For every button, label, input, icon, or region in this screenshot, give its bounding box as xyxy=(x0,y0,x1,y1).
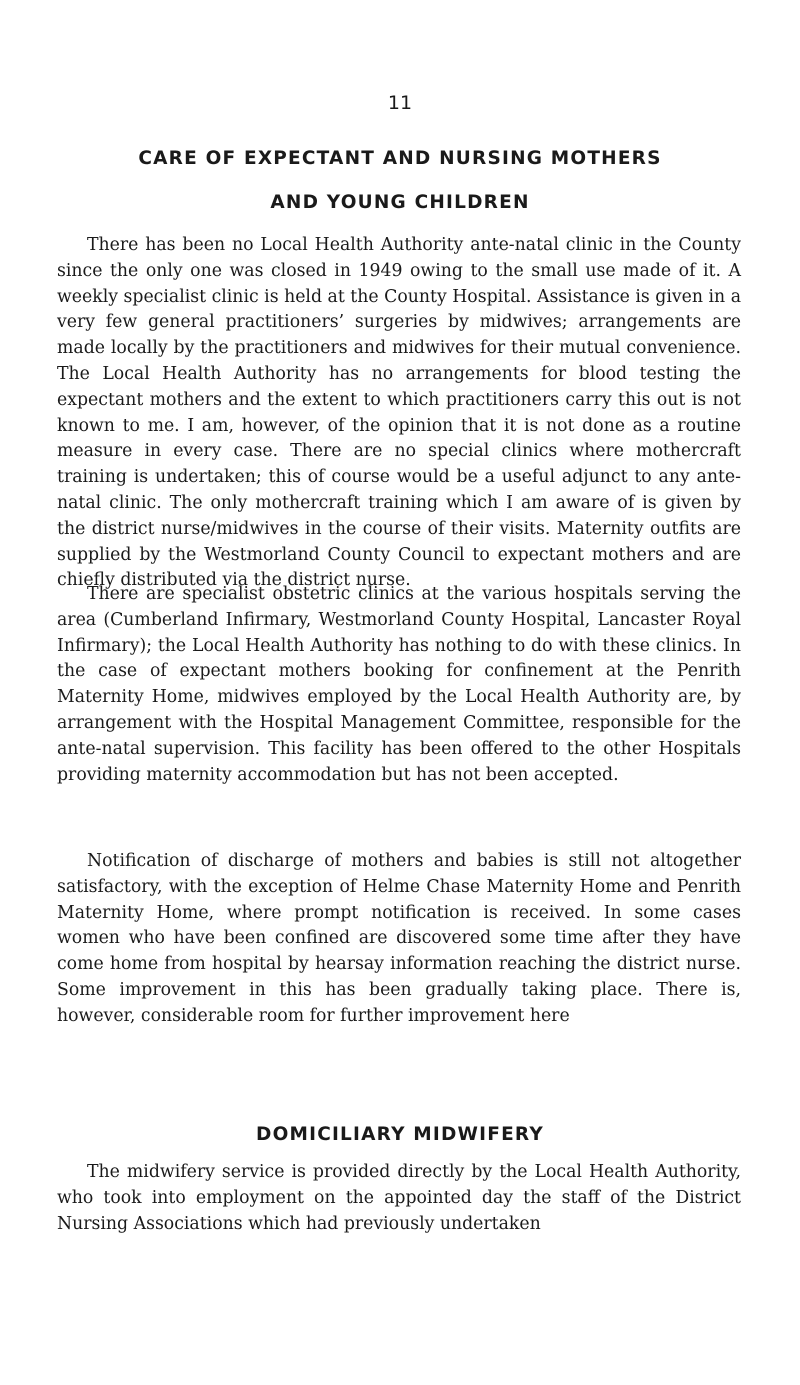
paragraph-midwifery-service: The midwifery service is provided directly by the Local Health Authority, who took into employment on the appointed day the staff of the District Nursing Associations which had previously undertaken xyxy=(57,1162,741,1234)
section-title-line-2: AND YOUNG CHILDREN xyxy=(270,192,530,213)
paragraph-discharge-notification: Notification of discharge of mothers and babies is still not altogether satisfactory, with the exception of Helme Chase Maternity Home and Penrith Maternity Home, where prompt notification is received. In some cases women who have been confined are discovered some time after they have come home from hospital by hearsay information reaching the district nurse. Some improvement in this has been gradually taking place. There is, however, considerable room for further improvement here xyxy=(57,851,741,1026)
section-title-line-1: CARE OF EXPECTANT AND NURSING MOTHERS xyxy=(138,148,662,169)
paragraph-antenatal-clinics: There has been no Local Health Authority ante-natal clinic in the County since the only one was closed in 1949 owing to the small use made of it. A weekly specialist clinic is held at the County Hospital. Assistance is given in a very few general practitioners’ surgeries by midwives; arrangements are made locally by the practitioners and midwives for their mutual convenience. The Local Health Authority has no arrangements for blood testing the expectant mothers and the extent to which practitioners carry this out is not known to me. I am, however, of the opinion that it is not done as a routine measure in every case. There are no special clinics where mothercraft training is undertaken; this of course would be a useful adjunct to any ante-natal clinic. The only mothercraft training which I am aware of is given by the district nurse/midwives in the course of their visits. Maternity outfits are supplied by the Westmorland County Council to expectant mothers and are chiefly distributed via the district nurse. xyxy=(57,235,741,591)
paragraph-obstetric-clinics: There are specialist obstetric clinics at the various hospitals serving the area (Cumberland Infirmary, Westmorland County Hospital, Lancaster Royal Infirmary); the Local Health Authority has nothing to do with these clinics. In the case of expectant mothers booking for confinement at the Penrith Maternity Home, midwives employed by the Local Health Authority are, by arrangement with the Hospital Management Committee, responsible for the ante-natal supervision. This facility has been offered to the other Hospitals providing maternity accommodation but has not been accepted. xyxy=(57,584,741,785)
section-heading-domiciliary-midwifery: DOMICILIARY MIDWIFERY xyxy=(256,1124,544,1145)
page-number: 11 xyxy=(387,92,413,114)
